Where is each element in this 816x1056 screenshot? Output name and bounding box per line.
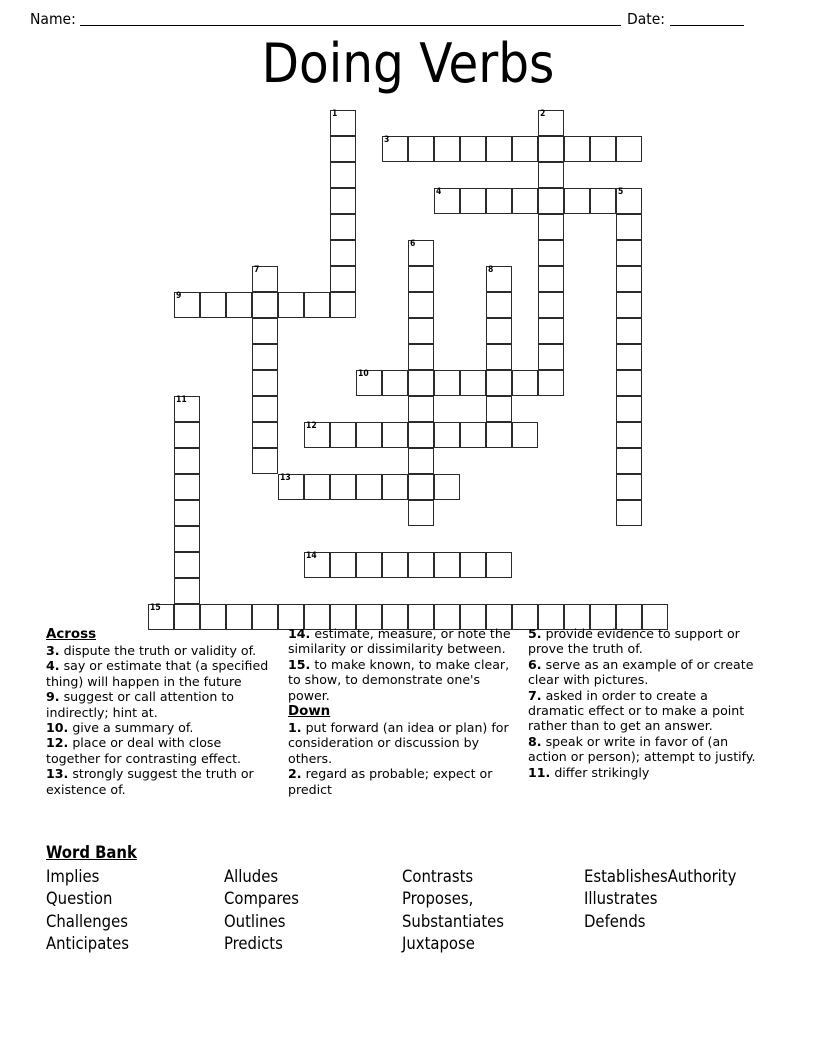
clues-column-1 [46, 626, 288, 834]
grid-cell[interactable] [590, 136, 616, 162]
clue-item [528, 765, 758, 780]
grid-cell[interactable] [616, 448, 642, 474]
grid-cell[interactable] [538, 136, 564, 162]
grid-cell[interactable] [252, 292, 278, 318]
grid-cell[interactable] [330, 240, 356, 266]
clue-item [528, 626, 758, 657]
grid-cell[interactable] [460, 188, 486, 214]
grid-cell[interactable] [408, 500, 434, 526]
grid-cell[interactable] [512, 188, 538, 214]
word-bank-word[interactable]: Contrasts [402, 867, 474, 886]
grid-cell[interactable] [538, 370, 564, 396]
grid-cell[interactable] [330, 214, 356, 240]
grid-cell[interactable] [616, 240, 642, 266]
clue-number: 7. [528, 687, 542, 703]
clue-number: 8. [528, 733, 542, 749]
grid-cell-number: 13 [280, 473, 291, 483]
clue-item [528, 657, 758, 688]
grid-cell[interactable] [330, 474, 356, 500]
word-bank-word[interactable]: Illustrates [584, 889, 658, 909]
grid-cell[interactable] [174, 292, 200, 318]
clue-number: 12. [46, 735, 69, 751]
grid-cell[interactable] [460, 552, 486, 578]
clue-text: say or estimate that (a specified thing) will happen in the future [46, 658, 269, 689]
clue-text: provide evidence to support or prove the truth of. [528, 626, 740, 657]
grid-cell[interactable] [616, 214, 642, 240]
grid-cell[interactable] [486, 370, 512, 396]
grid-cell-number: 15 [150, 603, 161, 613]
grid-cell[interactable] [486, 188, 512, 214]
clue-item [288, 657, 516, 703]
across-heading: Across [46, 627, 97, 642]
grid-cell[interactable] [486, 344, 512, 370]
grid-cell[interactable] [408, 344, 434, 370]
grid-cell[interactable] [538, 344, 564, 370]
grid-cell[interactable] [174, 578, 200, 604]
grid-cell[interactable] [226, 292, 252, 318]
grid-cell[interactable] [512, 422, 538, 448]
grid-cell[interactable] [304, 422, 330, 448]
grid-cell[interactable] [408, 474, 434, 500]
clues-column-2 [288, 626, 528, 834]
word-bank-word[interactable]: Compares [224, 889, 300, 909]
clue-number: 15. [288, 656, 311, 672]
grid-cell-number: 10 [358, 369, 369, 379]
grid-cell[interactable] [512, 370, 538, 396]
grid-cell[interactable] [538, 110, 564, 136]
grid-cell[interactable] [174, 396, 200, 422]
grid-cell[interactable] [616, 292, 642, 318]
grid-cell-number: 12 [306, 421, 317, 431]
grid-cell[interactable] [356, 422, 382, 448]
grid-cell[interactable] [330, 188, 356, 214]
grid-cell-number: 6 [410, 239, 416, 249]
grid-cell[interactable] [434, 136, 460, 162]
grid-cell[interactable] [408, 292, 434, 318]
clue-text: differ strikingly [550, 764, 650, 780]
grid-cell[interactable] [538, 318, 564, 344]
grid-cell[interactable] [616, 500, 642, 526]
clue-text: estimate, measure, or note the similarity or dissimilarity between. [288, 626, 511, 657]
word-bank-word[interactable]: Outlines [224, 911, 286, 931]
grid-cell[interactable] [252, 422, 278, 448]
grid-cell-number: 9 [176, 291, 182, 301]
clue-item [46, 658, 276, 689]
grid-cell-number: 14 [306, 551, 317, 561]
grid-cell[interactable] [330, 552, 356, 578]
grid-cell[interactable] [564, 136, 590, 162]
grid-cell[interactable] [304, 474, 330, 500]
grid-cell[interactable] [564, 188, 590, 214]
clues-column-3 [528, 626, 770, 834]
clue-item [46, 720, 276, 735]
clue-number: 3. [46, 643, 60, 658]
clue-text: to make known, to make clear, to show, to demonstrate one's power. [288, 656, 510, 703]
grid-cell[interactable] [434, 188, 460, 214]
clue-item [288, 626, 516, 657]
grid-cell-number: 11 [176, 395, 187, 405]
grid-cell[interactable] [408, 448, 434, 474]
page-title: Doing Verbs [261, 32, 555, 95]
grid-cell[interactable] [486, 396, 512, 422]
grid-cell[interactable] [382, 474, 408, 500]
down-heading: Down [288, 704, 331, 720]
grid-cell-number: 8 [488, 265, 494, 275]
clue-item [528, 734, 758, 765]
grid-cell-number: 1 [332, 109, 338, 119]
grid-cell-number: 7 [254, 265, 260, 275]
clue-text: asked in order to create a dramatic effect or to make a point rather than to get an answer. [528, 687, 745, 734]
grid-cell[interactable] [278, 474, 304, 500]
clue-item [288, 766, 516, 797]
grid-cell-number: 2 [540, 109, 546, 119]
grid-cell[interactable] [616, 344, 642, 370]
clue-number: 10. [46, 720, 69, 736]
grid-cell-number: 3 [384, 135, 390, 145]
grid-cell[interactable] [616, 474, 642, 500]
word-bank-list [46, 866, 786, 956]
word-bank-word[interactable]: Question [46, 889, 113, 909]
grid-cell[interactable] [174, 526, 200, 552]
grid-cell[interactable] [330, 136, 356, 162]
grid-cell[interactable] [408, 422, 434, 448]
grid-cell[interactable] [278, 292, 304, 318]
clue-text: speak or write in favor of (an action or person); attempt to justify. [528, 733, 756, 765]
clue-text: give a summary of. [68, 720, 194, 736]
clue-item [46, 766, 276, 797]
date-label: Date: [626, 10, 665, 28]
grid-cell[interactable] [538, 214, 564, 240]
grid-cell[interactable] [330, 110, 356, 136]
grid-cell[interactable] [434, 422, 460, 448]
grid-cell[interactable] [304, 292, 330, 318]
grid-cell[interactable] [174, 500, 200, 526]
grid-cell-number: 4 [436, 187, 442, 197]
grid-cell[interactable] [434, 474, 460, 500]
grid-cell[interactable] [590, 188, 616, 214]
word-bank-word[interactable]: EstablishesAuthority [584, 867, 737, 886]
grid-cell[interactable] [408, 240, 434, 266]
grid-cell[interactable] [382, 552, 408, 578]
grid-cell[interactable] [356, 552, 382, 578]
grid-cell[interactable] [616, 422, 642, 448]
word-bank-word[interactable]: Predicts [224, 934, 283, 954]
grid-cell[interactable] [460, 370, 486, 396]
grid-cell[interactable] [460, 422, 486, 448]
clue-text: place or deal with close together for contrasting effect. [46, 735, 242, 766]
grid-cell-number: 5 [618, 187, 624, 197]
word-bank-word[interactable]: Defends [584, 911, 646, 931]
grid-cell[interactable] [460, 136, 486, 162]
word-bank-word[interactable]: Alludes [224, 867, 279, 886]
word-bank-word[interactable]: Substantiates [402, 911, 505, 931]
grid-cell[interactable] [616, 188, 642, 214]
grid-cell[interactable] [252, 344, 278, 370]
grid-cell[interactable] [408, 396, 434, 422]
grid-cell[interactable] [616, 136, 642, 162]
grid-cell[interactable] [382, 370, 408, 396]
grid-cell[interactable] [330, 292, 356, 318]
clue-item [46, 643, 276, 658]
grid-cell[interactable] [356, 474, 382, 500]
clue-text: strongly suggest the truth or existence of. [46, 766, 254, 797]
grid-cell[interactable] [486, 136, 512, 162]
word-bank-word[interactable]: Juxtapose [402, 934, 475, 954]
grid-cell[interactable] [512, 136, 538, 162]
grid-cell[interactable] [486, 266, 512, 292]
grid-cell[interactable] [538, 292, 564, 318]
grid-cell[interactable] [408, 370, 434, 396]
grid-cell[interactable] [252, 266, 278, 292]
grid-cell[interactable] [538, 266, 564, 292]
clue-text: suggest or call attention to indirectly; hint at. [46, 689, 234, 720]
grid-cell[interactable] [304, 552, 330, 578]
clue-number: 2. [288, 766, 302, 782]
grid-cell[interactable] [408, 318, 434, 344]
grid-cell[interactable] [330, 422, 356, 448]
grid-cell[interactable] [408, 136, 434, 162]
clue-number: 11. [528, 764, 551, 780]
grid-cell[interactable] [616, 396, 642, 422]
grid-cell[interactable] [174, 448, 200, 474]
clue-text: regard as probable; expect or predict [288, 766, 493, 797]
grid-cell[interactable] [174, 422, 200, 448]
word-bank-word[interactable]: Implies [46, 867, 100, 886]
grid-cell[interactable] [174, 474, 200, 500]
grid-cell[interactable] [252, 448, 278, 474]
word-bank-word[interactable]: Anticipates [46, 934, 129, 954]
grid-cell[interactable] [330, 266, 356, 292]
grid-cell[interactable] [538, 162, 564, 188]
grid-cell[interactable] [538, 188, 564, 214]
grid-cell[interactable] [434, 370, 460, 396]
clue-number: 9. [46, 689, 60, 705]
name-label: Name: [30, 10, 76, 28]
word-bank-word[interactable]: Challenges [46, 911, 128, 931]
grid-cell[interactable] [616, 266, 642, 292]
grid-cell[interactable] [200, 292, 226, 318]
clue-text: serve as an example of or create clear with pictures. [528, 656, 754, 688]
grid-cell[interactable] [616, 370, 642, 396]
grid-cell[interactable] [434, 552, 460, 578]
clue-number: 1. [288, 720, 302, 736]
grid-cell[interactable] [538, 240, 564, 266]
grid-cell[interactable] [486, 422, 512, 448]
clue-number: 14. [288, 626, 311, 641]
grid-cell[interactable] [330, 162, 356, 188]
grid-cell[interactable] [486, 318, 512, 344]
word-bank-section [46, 843, 786, 956]
grid-cell[interactable] [408, 552, 434, 578]
word-bank-empty [584, 933, 784, 955]
grid-cell[interactable] [252, 396, 278, 422]
clue-text: dispute the truth or validity of. [59, 643, 257, 658]
grid-cell[interactable] [252, 370, 278, 396]
grid-cell[interactable] [486, 552, 512, 578]
grid-cell[interactable] [174, 552, 200, 578]
clue-item [288, 720, 516, 766]
clue-number: 5. [528, 626, 542, 641]
grid-cell[interactable] [252, 318, 278, 344]
word-bank-heading: Word Bank [46, 843, 137, 862]
clue-text: put forward (an idea or plan) for consideration or discussion by others. [288, 720, 509, 766]
clue-item [46, 689, 276, 720]
grid-cell[interactable] [382, 422, 408, 448]
grid-cell[interactable] [408, 266, 434, 292]
clue-item [528, 688, 758, 734]
clues-section [46, 626, 770, 834]
clue-item [46, 735, 276, 766]
grid-cell[interactable] [356, 370, 382, 396]
clue-number: 13. [46, 766, 69, 782]
grid-cell[interactable] [382, 136, 408, 162]
clue-number: 6. [528, 656, 542, 672]
grid-cell[interactable] [616, 318, 642, 344]
clue-number: 4. [46, 658, 60, 674]
grid-cell[interactable] [486, 292, 512, 318]
word-bank-word[interactable]: Proposes, [402, 889, 474, 909]
